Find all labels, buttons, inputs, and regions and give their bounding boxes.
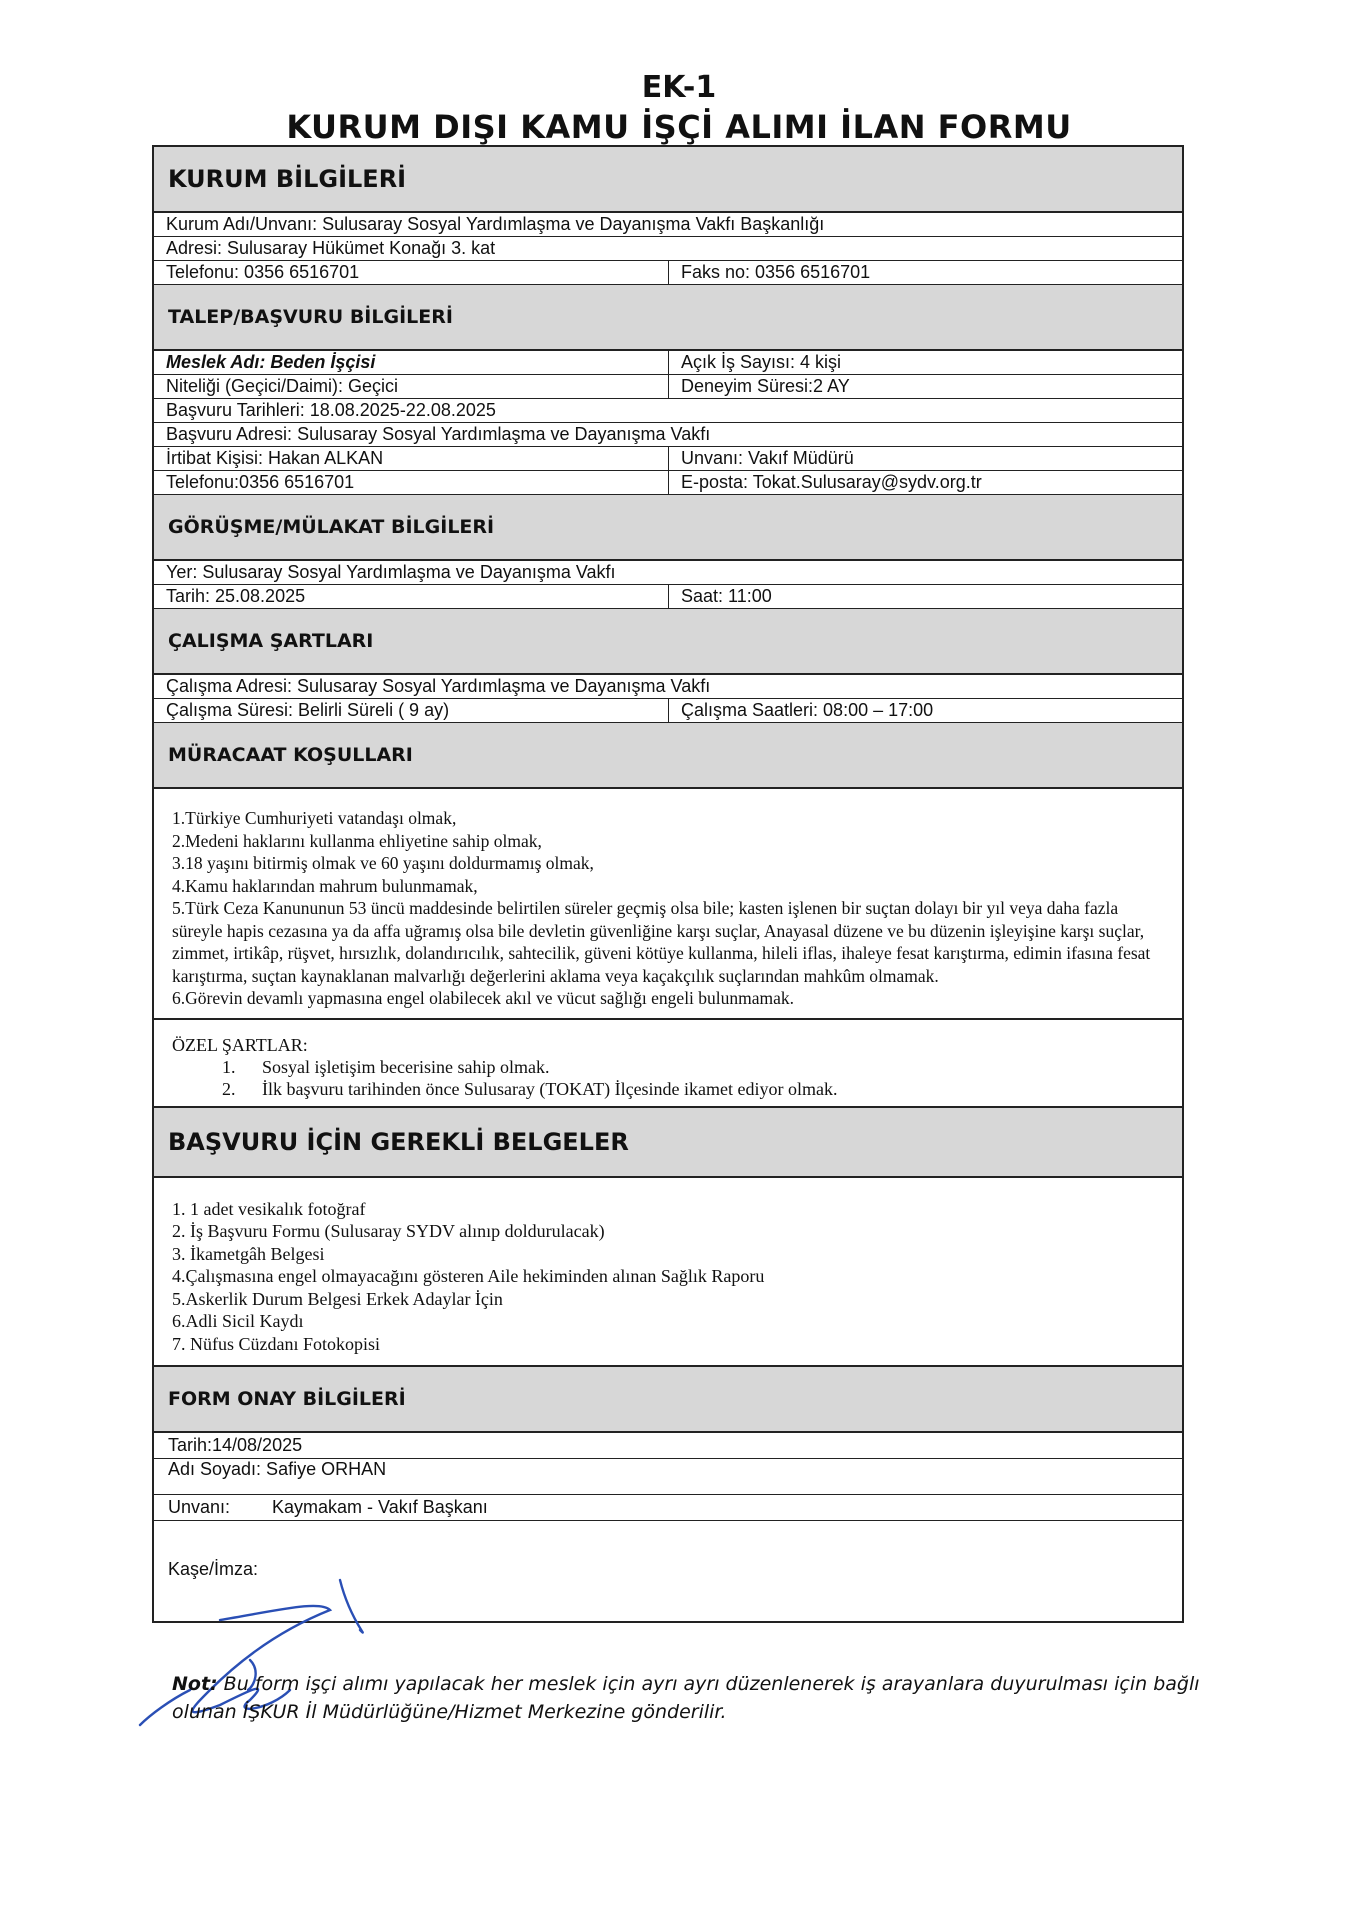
documents-list: [154, 1178, 1182, 1368]
kurum-address: Adresi: Sulusaray Hükümet Konağı 3. kat: [166, 238, 496, 258]
interview-date: Tarih: 25.08.2025: [154, 585, 669, 608]
interview-place: Yer: Sulusaray Sosyal Yardımlaşma ve Dayanışma Vakfı: [166, 562, 616, 582]
document-item: 3. İkametgâh Belgesi: [172, 1243, 325, 1264]
talep-contact-phone-row: [154, 471, 1182, 495]
work-address: Çalışma Adresi: Sulusaray Sosyal Yardımlaşma ve Dayanışma Vakfı: [166, 676, 711, 696]
kurum-name-row: [154, 213, 1182, 237]
document-item: 6.Adli Sicil Kaydı: [172, 1311, 304, 1331]
section-belgeler-header: BAŞVURU İÇİN GEREKLİ BELGELER: [154, 1108, 1182, 1178]
talep-dates-row: [154, 399, 1182, 423]
condition-item: 6.Görevin devamlı yapmasına engel olabilecek akıl ve vücut sağlığı engeli bulunmamak.: [172, 988, 795, 1008]
calisma-duration-row: [154, 699, 1182, 723]
contact-email: E-posta: Tokat.Sulusaray@sydv.org.tr: [681, 472, 982, 492]
document-item: 5.Askerlik Durum Belgesi Erkek Adaylar İçin: [172, 1288, 503, 1309]
condition-item: 1.Türkiye Cumhuriyeti vatandaşı olmak,: [172, 808, 457, 828]
special-item-text: Sosyal işletişim becerisine sahip olmak.: [262, 1056, 550, 1077]
application-dates: Başvuru Tarihleri: 18.08.2025-22.08.2025: [166, 400, 496, 420]
section-gorusme-header: GÖRÜŞME/MÜLAKAT BİLGİLERİ: [154, 495, 1182, 561]
application-address: Başvuru Adresi: Sulusaray Sosyal Yardımlaşma ve Dayanışma Vakfı: [166, 424, 711, 444]
approval-date: Tarih:14/08/2025: [154, 1433, 1182, 1459]
special-item-num: 1.: [222, 1056, 236, 1077]
contact-title: Unvanı: Vakıf Müdürü: [681, 448, 854, 468]
footer-note: [172, 1670, 1212, 1726]
gorusme-date-row: [154, 585, 1182, 609]
kurum-fax: Faks no: 0356 6516701: [681, 262, 871, 282]
open-positions: Açık İş Sayısı: 4 kişi: [681, 352, 842, 372]
condition-item: 2.Medeni haklarını kullanma ehliyetine sahip olmak,: [172, 830, 542, 851]
special-item: [172, 1078, 1164, 1100]
note-text: Bu form işçi alımı yapılacak her meslek için ayrı ayrı düzenlenerek iş arayanlara duyurulması için bağlı olunan İŞKUR İl Müdürlüğüne/Hizmet Merkezine gönderilir.: [172, 1673, 1200, 1723]
kurum-phone: Telefonu: 0356 6516701: [154, 261, 669, 284]
kurum-address-row: [154, 237, 1182, 261]
section-onay-header: FORM ONAY BİLGİLERİ: [154, 1367, 1182, 1433]
condition-item: 4.Kamu haklarından mahrum bulunmamak,: [172, 875, 478, 896]
talep-address-row: [154, 423, 1182, 447]
kurum-phone-row: [154, 261, 1182, 285]
work-hours: Çalışma Saatleri: 08:00 – 17:00: [681, 700, 934, 720]
calisma-address-row: [154, 675, 1182, 699]
form-title: KURUM DIŞI KAMU İŞÇİ ALIMI İLAN FORMU: [286, 108, 1072, 146]
annex-label: EK-1: [641, 70, 717, 105]
approval-title-value: Kaymakam - Vakıf Başkanı: [272, 1497, 488, 1517]
conditions-list: [154, 789, 1182, 1020]
special-conditions-title: ÖZEL ŞARTLAR:: [172, 1034, 308, 1055]
talep-type-row: [154, 375, 1182, 399]
special-conditions: [154, 1020, 1182, 1108]
section-kurum-header: KURUM BİLGİLERİ: [154, 147, 1182, 213]
condition-item: 3.18 yaşını bitirmiş olmak ve 60 yaşını doldurmamış olmak,: [172, 853, 594, 873]
document-item: 1. 1 adet vesikalık fotoğraf: [172, 1198, 366, 1219]
signature-label: Kaşe/İmza:: [168, 1559, 259, 1579]
approval-title-row: [154, 1495, 1182, 1521]
job-type: Niteliği (Geçici/Daimi): Geçici: [154, 375, 669, 398]
document-item: 2. İş Başvuru Formu (Sulusaray SYDV alınıp doldurulacak): [172, 1221, 605, 1241]
work-duration: Çalışma Süresi: Belirli Süreli ( 9 ay): [154, 699, 669, 722]
document-item: 7. Nüfus Cüzdanı Fotokopisi: [172, 1333, 381, 1354]
announcement-form: [152, 145, 1184, 1623]
section-calisma-header: ÇALIŞMA ŞARTLARI: [154, 609, 1182, 675]
job-name: Meslek Adı: Beden İşçisi: [154, 351, 669, 374]
special-item: [172, 1056, 1164, 1078]
contact-phone: Telefonu:0356 6516701: [154, 471, 669, 494]
talep-contact-row: [154, 447, 1182, 471]
experience: Deneyim Süresi:2 AY: [681, 376, 850, 396]
talep-job-row: [154, 351, 1182, 375]
section-talep-header: TALEP/BAŞVURU BİLGİLERİ: [154, 285, 1182, 351]
special-item-text: İlk başvuru tarihinden önce Sulusaray (TOKAT) İlçesinde ikamet ediyor olmak.: [262, 1078, 838, 1099]
interview-time: Saat: 11:00: [681, 586, 772, 606]
section-muracaat-header: MÜRACAAT KOŞULLARI: [154, 723, 1182, 789]
contact-person: İrtibat Kişisi: Hakan ALKAN: [154, 447, 669, 470]
note-lead: Not:: [172, 1673, 218, 1695]
approval-name: Adı Soyadı: Safiye ORHAN: [154, 1459, 1182, 1495]
special-item-num: 2.: [222, 1078, 236, 1099]
gorusme-place-row: [154, 561, 1182, 585]
document-item: 4.Çalışmasına engel olmayacağını gösteren Aile hekiminden alınan Sağlık Raporu: [172, 1266, 765, 1286]
approval-title-label: Unvanı:: [168, 1497, 231, 1517]
kurum-name: Kurum Adı/Unvanı: Sulusaray Sosyal Yardımlaşma ve Dayanışma Vakfı Başkanlığı: [166, 214, 825, 234]
condition-item: 5.Türk Ceza Kanununun 53 üncü maddesinde belirtilen süreler geçmiş olsa bile; kasten işlenen bir suçtan dolayı bir yıl veya daha fazla süreyle hapis cezasına ya da affa uğramış olsa bile devletin güvenliğine karşı suçlar, Anayasal düzene ve bu düzenin işleyişine karşı suçlar, zimmet, irtikâp, rüşvet, hırsızlık, dolandırıcılık, sahtecilik, güveni kötüye kullanma, hileli iflas, ihaleye fesat karıştırma, edimin ifasına fesat karıştırma, suçtan kaynaklanan malvarlığı değerlerini aklama veya kaçakçılık suçlarından mahkûm olmamak.: [172, 898, 1151, 986]
